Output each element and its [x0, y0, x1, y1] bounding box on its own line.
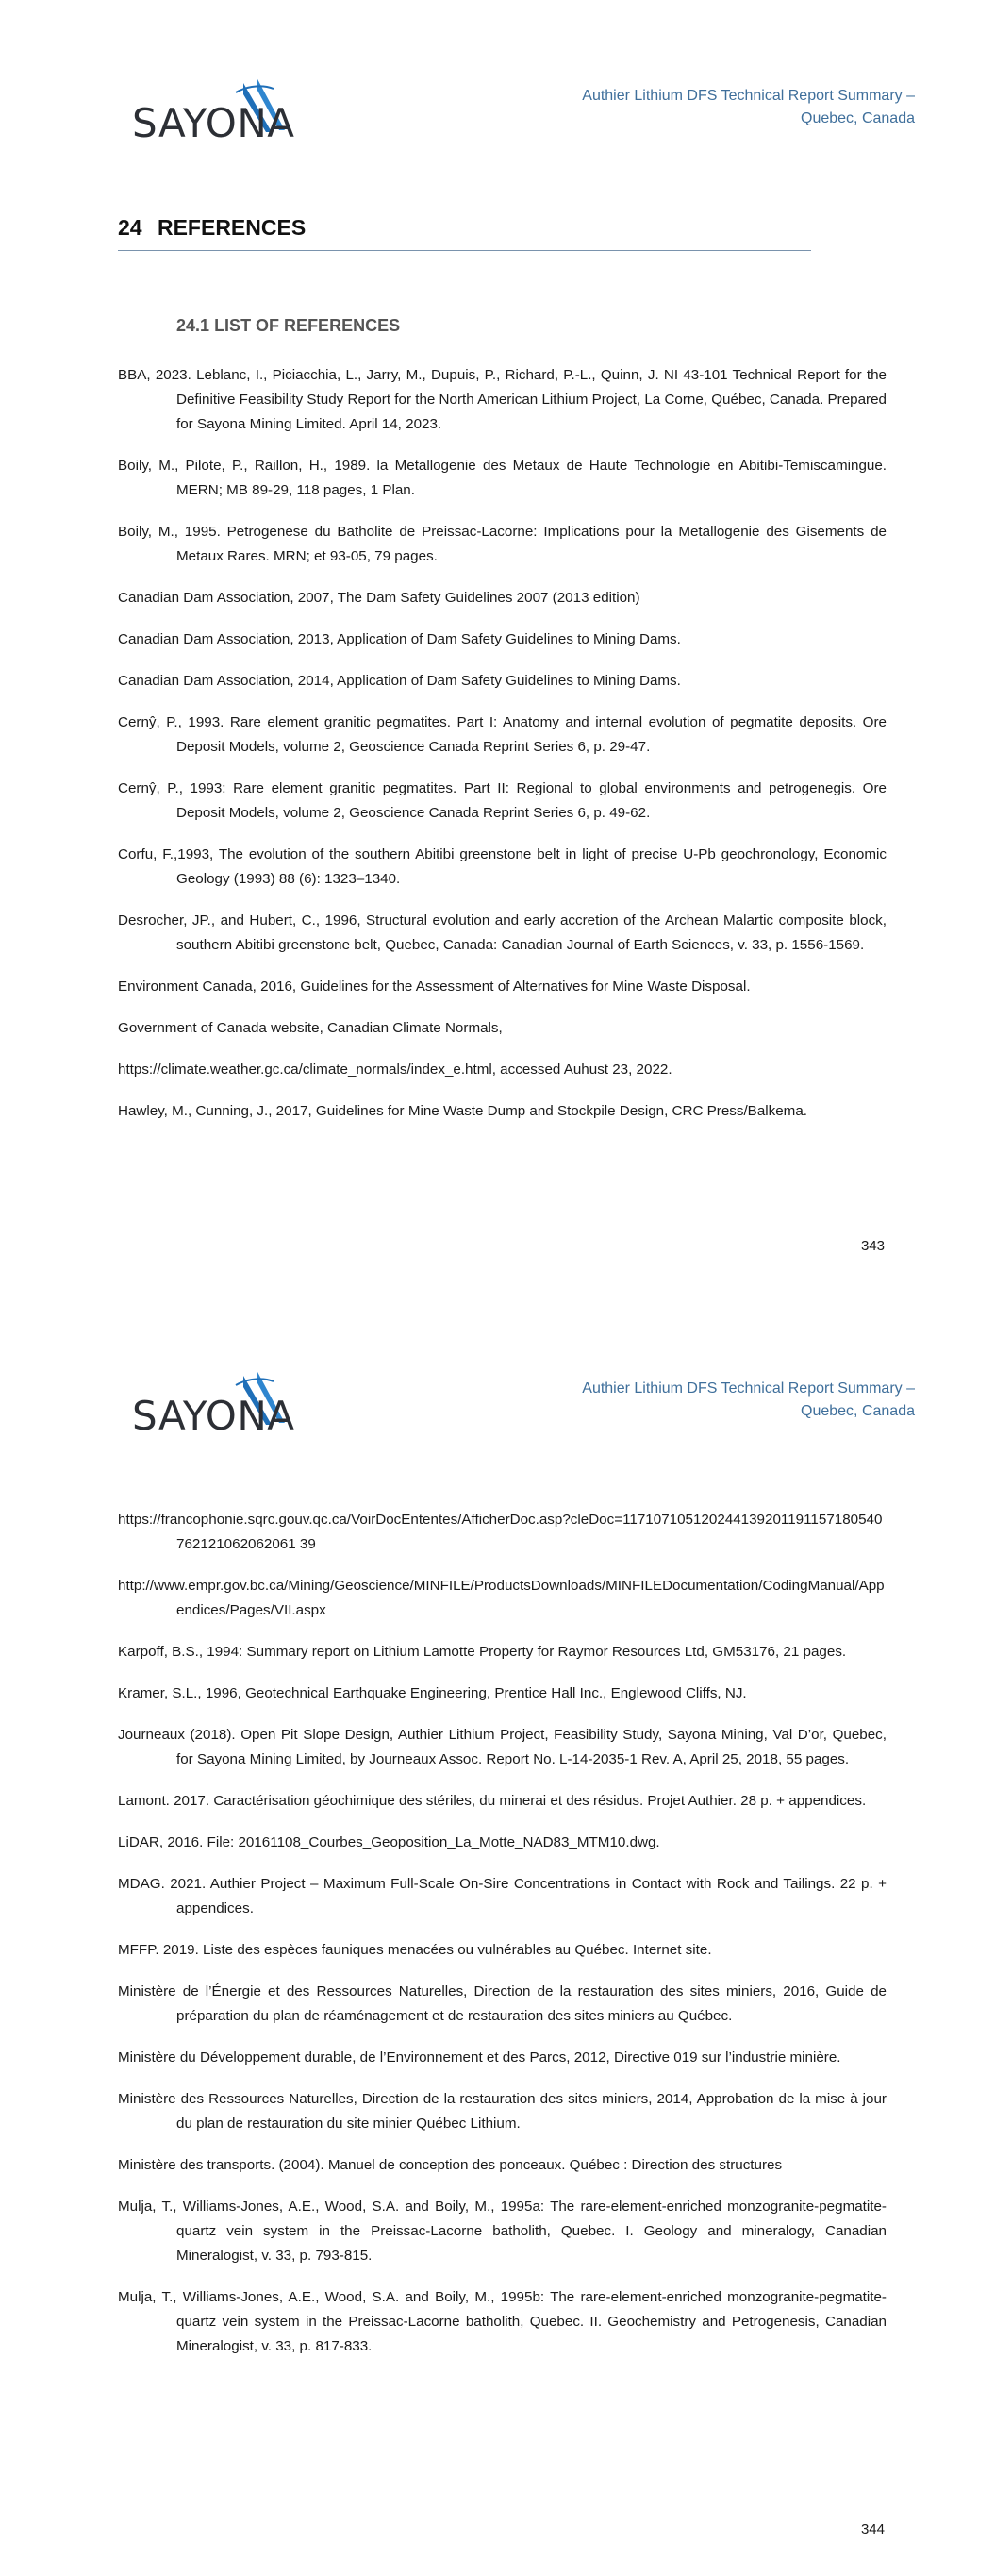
sayona-logo	[132, 75, 321, 151]
reference-item: Mulja, T., Williams-Jones, A.E., Wood, S.A. and Boily, M., 1995b: The rare-element-enriched monzogranite-pegmatite-quartz vein system in the Preissac-Lacorne batholith, Quebec. II. Geochemistry and Petrogenesis, Canadian Mineralogist, v. 33, p. 817-833.	[118, 2289, 887, 2354]
section-title: LIST OF REFERENCES	[214, 316, 401, 335]
report-page	[0, 1293, 995, 2576]
reference-item: Lamont. 2017. Caractérisation géochimique des stériles, du minerai et des résidus. Projet Authier. 28 p. + appendices.	[118, 1793, 867, 1809]
reference-item: Corfu, F.,1993, The evolution of the southern Abitibi greenstone belt in light of precise U-Pb geochronology, Economic Geology (1993) 88 (6): 1323–1340.	[118, 846, 887, 887]
logo-wordmark: SAYONA	[132, 100, 295, 146]
reference-link[interactable]: https://climate.weather.gc.ca/climate_normals/index_e.html, accessed Auhust 23, 2022.	[118, 1062, 672, 1078]
reference-item: Mulja, T., Williams-Jones, A.E., Wood, S.A. and Boily, M., 1995a: The rare-element-enriched monzogranite-pegmatite-quartz vein system in the Preissac-Lacorne batholith, Quebec. I. Geology and mineralogy, Canadian Mineralogist, v. 33, p. 793-815.	[118, 2199, 887, 2264]
page-number: 343	[860, 1238, 885, 1254]
report-header-title	[462, 85, 915, 130]
sayona-logo	[132, 1368, 321, 1444]
reference-item: Journeaux (2018). Open Pit Slope Design, Authier Lithium Project, Feasibility Study, Sayona Mining, Val D’or, Quebec, for Sayona Mining Limited, by Journeaux Assoc. Report No. L-14-2035-1 Rev. A, April 25, 2018, 55 pages.	[118, 1727, 887, 1767]
section-number: 24.1	[176, 316, 210, 335]
chapter-title: REFERENCES	[157, 215, 307, 240]
reference-item: Cernŷ, P., 1993. Rare element granitic pegmatites. Part I: Anatomy and internal evolution of pegmatite deposits. Ore Deposit Models, volume 2, Geoscience Canada Reprint Series 6, p. 29-47.	[118, 714, 887, 755]
page-number: 344	[860, 2521, 885, 2537]
reference-item: Karpoff, B.S., 1994: Summary report on Lithium Lamotte Property for Raymor Resources Ltd, GM53176, 21 pages.	[118, 1644, 847, 1660]
reference-link[interactable]: https://francophonie.sqrc.gouv.qc.ca/VoirDocEntentes/AfficherDoc.asp?cleDoc=117107105120244139201191157180540762121062062061 39	[118, 1512, 883, 1552]
reference-item: MDAG. 2021. Authier Project – Maximum Full-Scale On-Sire Concentrations in Contact with Rock and Tailings. 22 p. + appendices.	[118, 1876, 887, 1916]
reference-item: Government of Canada website, Canadian Climate Normals,	[118, 1020, 503, 1036]
reference-item: Desrocher, JP., and Hubert, C., 1996, Structural evolution and early accretion of the Archean Malartic composite block, southern Abitibi greenstone belt, Quebec, Canada: Canadian Journal of Earth Sciences, v. 33, p. 1556-1569.	[118, 912, 887, 953]
header-title-line1: Authier Lithium DFS Technical Report Summary –	[582, 88, 915, 104]
reference-item: Ministère du Développement durable, de l’Environnement et des Parcs, 2012, Directive 019 sur l’industrie minière.	[118, 2049, 841, 2066]
chapter-number: 24	[118, 215, 142, 240]
reference-item: Boily, M., Pilote, P., Raillon, H., 1989. la Metallogenie des Metaux de Haute Technologie en Abitibi-Temiscamingue. MERN; MB 89-29, 118 pages, 1 Plan.	[118, 458, 887, 498]
section-heading	[176, 316, 400, 336]
reference-item: MFFP. 2019. Liste des espèces fauniques menacées ou vulnérables au Québec. Internet site.	[118, 1942, 712, 1958]
reference-item: Hawley, M., Cunning, J., 2017, Guidelines for Mine Waste Dump and Stockpile Design, CRC Press/Balkema.	[118, 1103, 807, 1119]
reference-item: Cernŷ, P., 1993: Rare element granitic pegmatites. Part II: Regional to global environments and petrogenegis. Ore Deposit Models, volume 2, Geoscience Canada Reprint Series 6, p. 49-62.	[118, 780, 887, 821]
header-title-line2: Quebec, Canada	[801, 110, 915, 126]
logo-wordmark: SAYONA	[132, 1393, 295, 1439]
reference-item: Ministère des transports. (2004). Manuel de conception des ponceaux. Québec : Direction des structures	[118, 2157, 783, 2173]
report-header-title	[462, 1378, 915, 1423]
reference-item: Kramer, S.L., 1996, Geotechnical Earthquake Engineering, Prentice Hall Inc., Englewood Cliffs, NJ.	[118, 1685, 747, 1701]
reference-item: Environment Canada, 2016, Guidelines for the Assessment of Alternatives for Mine Waste Disposal.	[118, 979, 751, 995]
header-title-line2: Quebec, Canada	[801, 1403, 915, 1419]
chapter-heading	[118, 215, 811, 251]
references-list	[118, 1508, 887, 2376]
reference-item: Canadian Dam Association, 2007, The Dam Safety Guidelines 2007 (2013 edition)	[118, 590, 640, 606]
reference-item: BBA, 2023. Leblanc, I., Piciacchia, L., Jarry, M., Dupuis, P., Richard, P.-L., Quinn, J. NI 43-101 Technical Report for the Definitive Feasibility Study Report for the North American Lithium Project, La Corne, Québec, Canada. Prepared for Sayona Mining Limited. April 14, 2023.	[118, 367, 887, 432]
reference-item: Ministère de l’Énergie et des Ressources Naturelles, Direction de la restauration des sites miniers, 2016, Guide de préparation du plan de réaménagement et de restauration des sites miniers au Québec.	[118, 1983, 887, 2024]
reference-item: LiDAR, 2016. File: 20161108_Courbes_Geoposition_La_Motte_NAD83_MTM10.dwg.	[118, 1834, 660, 1850]
reference-item: Canadian Dam Association, 2014, Application of Dam Safety Guidelines to Mining Dams.	[118, 673, 681, 689]
reference-item: Canadian Dam Association, 2013, Application of Dam Safety Guidelines to Mining Dams.	[118, 631, 681, 647]
references-list	[118, 363, 887, 1141]
reference-item: Boily, M., 1995. Petrogenese du Batholite de Preissac-Lacorne: Implications pour la Metallogenie des Gisements de Metaux Rares. MRN; et 93-05, 79 pages.	[118, 524, 887, 564]
header-title-line1: Authier Lithium DFS Technical Report Summary –	[582, 1380, 915, 1397]
reference-link[interactable]: http://www.empr.gov.bc.ca/Mining/Geoscience/MINFILE/ProductsDownloads/MINFILEDocumentation/CodingManual/Appendices/Pages/VII.aspx	[118, 1578, 885, 1618]
reference-item: Ministère des Ressources Naturelles, Direction de la restauration des sites miniers, 2014, Approbation de la mise à jour du plan de restauration du site minier Québec Lithium.	[118, 2091, 887, 2132]
